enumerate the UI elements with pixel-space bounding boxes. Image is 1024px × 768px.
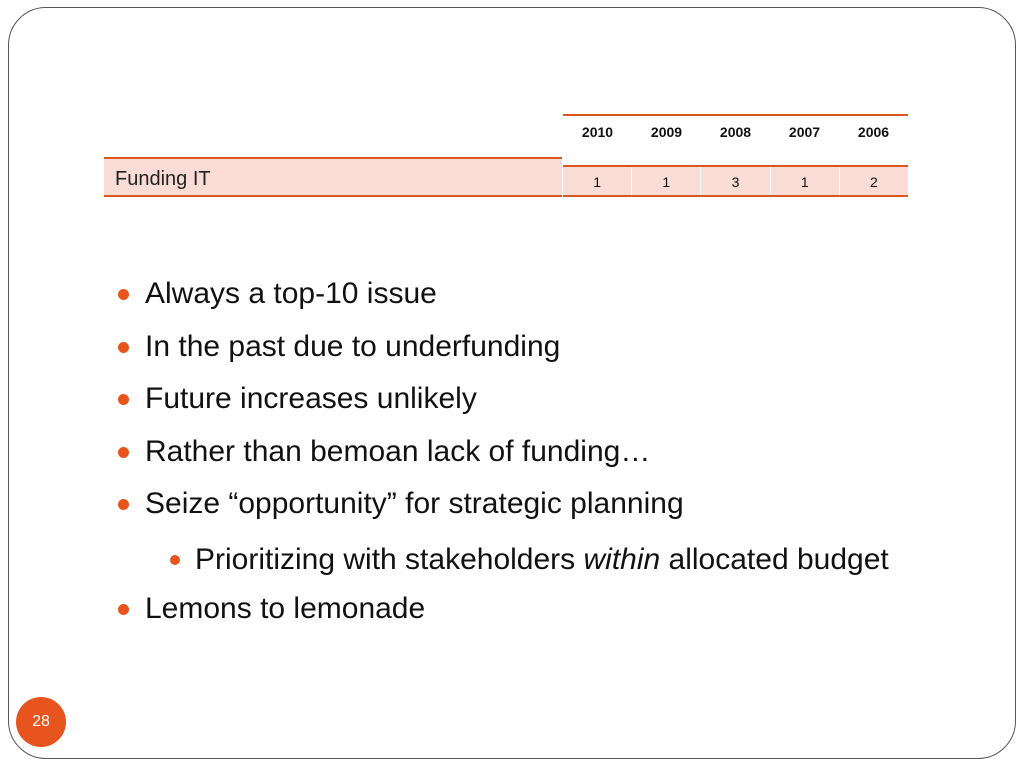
year-header-cell: 2007: [788, 124, 821, 140]
sub-bullet-text-after: allocated budget: [660, 542, 889, 576]
orange-dot-bullet-icon: [118, 342, 129, 353]
bullet-item: [116, 330, 956, 364]
bullet-item: [116, 277, 956, 311]
orange-dot-bullet-icon: [170, 555, 180, 565]
bullet-item: [116, 435, 956, 469]
year-header-cell: 2008: [719, 124, 752, 140]
year-header-cell: 2006: [857, 124, 890, 140]
rank-value-cell: 1: [771, 167, 840, 195]
table-row-label: [104, 157, 562, 197]
sub-bullet-emphasis: within: [583, 542, 661, 576]
rank-value-cell: 1: [563, 167, 632, 195]
orange-dot-bullet-icon: [118, 289, 129, 300]
row-label-text: Funding IT: [115, 168, 211, 190]
year-header-cell: 2009: [650, 124, 683, 140]
bullet-text: Future increases unlikely: [145, 382, 477, 415]
sub-bullet-text-before: Prioritizing with stakeholders: [195, 542, 584, 576]
bullet-text: Always a top-10 issue: [145, 277, 437, 310]
bullet-item: [116, 592, 956, 626]
orange-dot-bullet-icon: [118, 604, 129, 615]
ranking-table: [563, 114, 908, 197]
bullet-text: Lemons to lemonade: [145, 591, 426, 625]
page-number-badge: [16, 697, 66, 747]
orange-dot-bullet-icon: [118, 447, 129, 458]
bullet-text: In the past due to underfunding: [145, 329, 561, 363]
bullet-text: Rather than bemoan lack of funding…: [145, 434, 651, 468]
rank-value-row: [563, 167, 908, 197]
rank-value-cell: 1: [632, 167, 701, 195]
bullet-list: [116, 277, 956, 644]
rank-value-cell: 3: [701, 167, 770, 195]
year-header-row: [563, 114, 908, 167]
bullet-item: [116, 382, 956, 416]
sub-bullet-item: [168, 540, 956, 580]
bullet-text: Seize “opportunity” for strategic planning: [145, 487, 684, 520]
rank-value-cell: 2: [870, 174, 878, 190]
bullet-item: [116, 487, 956, 521]
page-number: 28: [32, 713, 50, 730]
orange-dot-bullet-icon: [118, 394, 129, 405]
year-header-cell: 2010: [581, 124, 614, 140]
orange-dot-bullet-icon: [118, 499, 129, 510]
